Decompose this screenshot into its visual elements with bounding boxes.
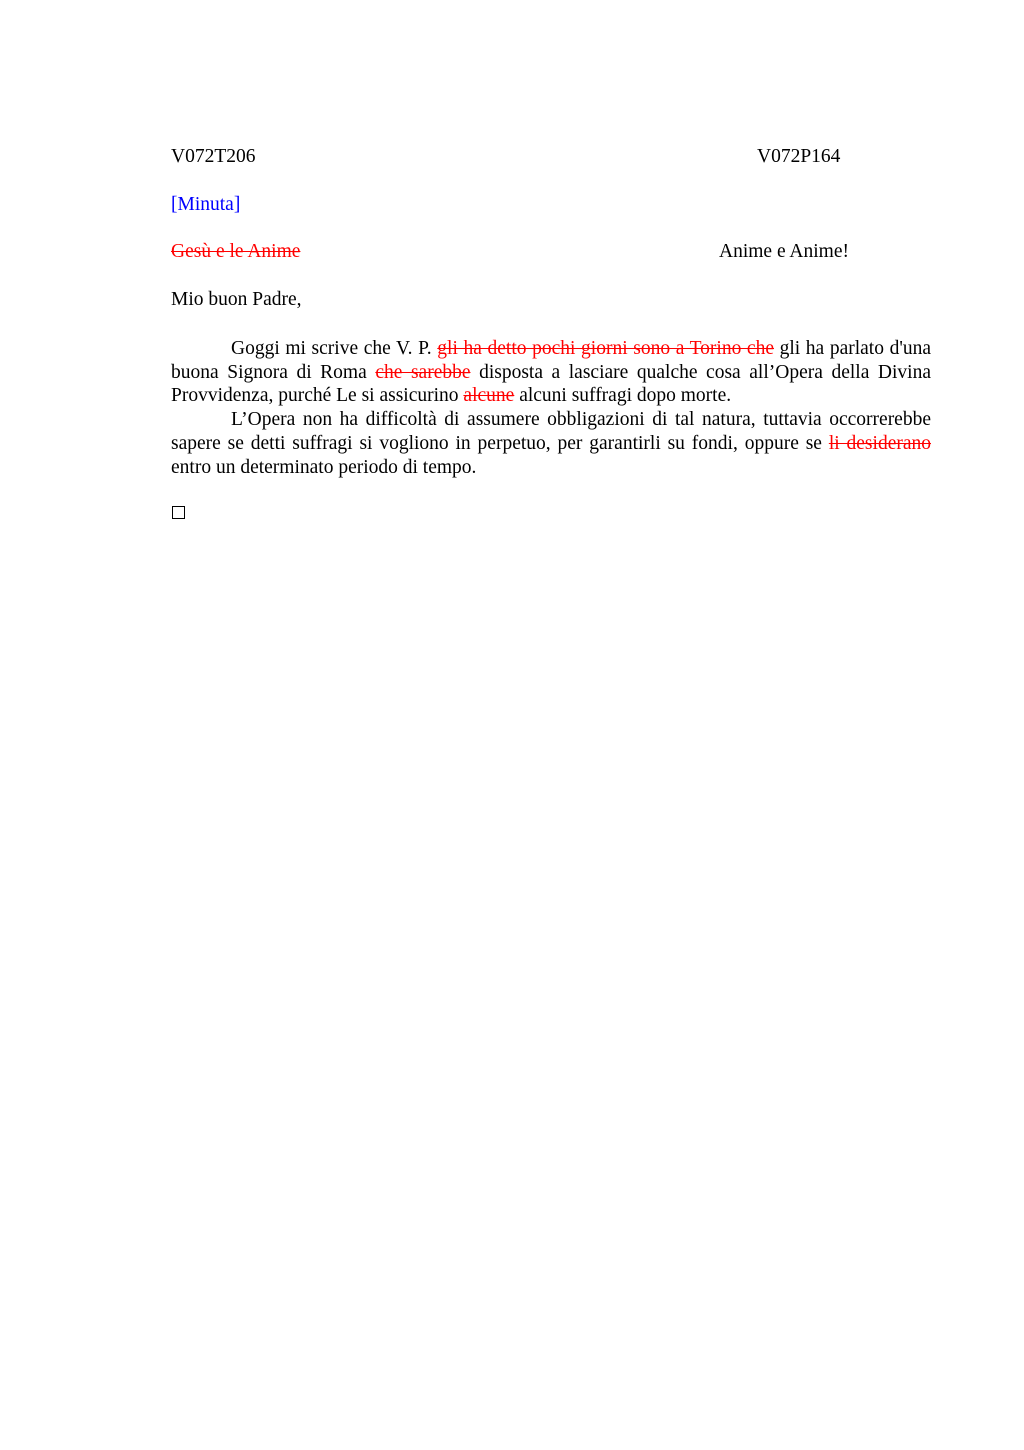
paragraph-2: [171, 408, 931, 479]
checkbox-square-icon: [172, 506, 185, 519]
deleted-text: che sarebbe: [375, 361, 471, 383]
text-run: entro un determinato periodo di tempo.: [171, 456, 477, 478]
text-run: L’Opera non ha difficoltà di assumere obbligazioni di tal natura, tuttavia occorrerebbe sapere se detti suffragi si vogliono in perpetuo, per garantirli su fondi, oppure se: [171, 409, 931, 454]
deleted-text: li desiderano: [828, 432, 931, 454]
title-right: Anime e Anime!: [719, 241, 849, 262]
minuta-label: [Minuta]: [171, 194, 241, 215]
struck-title: Gesù e le Anime: [171, 241, 301, 262]
letter-body: [171, 337, 931, 479]
text-run: disposta a lasciare qualche cosa all’Opera della Divina Provvidenza, purché Le si assicurino: [171, 361, 931, 407]
document-code-left: V072T206: [171, 146, 256, 167]
text-run: alcuni suffragi dopo morte.: [514, 385, 732, 407]
deleted-text: gli ha detto pochi giorni sono a Torino che: [437, 338, 774, 359]
text-run: Goggi mi scrive che V. P.: [231, 338, 438, 359]
text-run: gli ha parlato d'una buona Signora di Roma: [171, 338, 931, 383]
document-header: [171, 146, 871, 170]
paragraph-1: [171, 337, 931, 408]
document-code-right: V072P164: [757, 146, 841, 167]
salutation: Mio buon Padre,: [171, 289, 302, 310]
deleted-text: alcune: [463, 385, 515, 407]
